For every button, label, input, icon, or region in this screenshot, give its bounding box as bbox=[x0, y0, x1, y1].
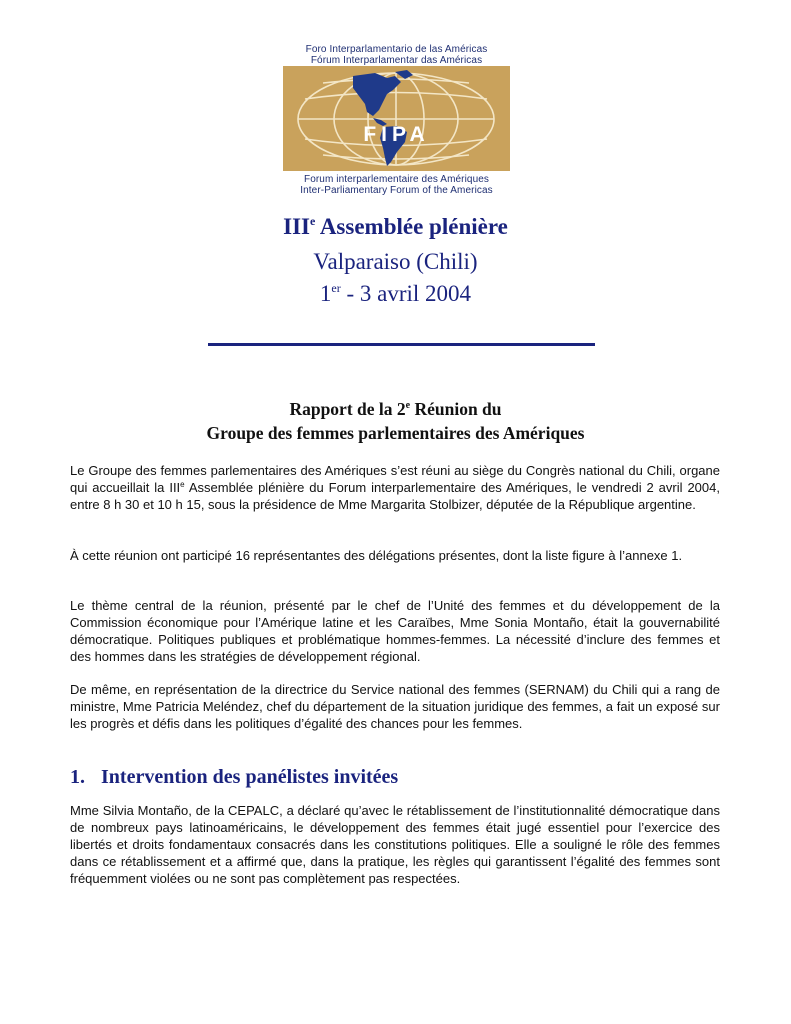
section-number: 1. bbox=[70, 766, 85, 788]
section-heading-1 bbox=[70, 766, 720, 789]
paragraph-participants: À cette réunion ont participé 16 représentantes des délégations présentes, dont la liste figure à l’annexe 1. bbox=[70, 548, 683, 563]
paragraph-sernam: De même, en représentation de la directrice du Service national des femmes (SERNAM) du Chili qui a rang de ministre, Mme Patricia Meléndez, chef du département de la situation juridique des femmes, a fait un exposé sur les progrès et défis dans les politiques d’égalité des chances pour les femmes. bbox=[70, 682, 720, 731]
logo-text-spanish: Foro Interparlamentario de las Américas bbox=[305, 44, 488, 55]
logo-wordmark: FIPA bbox=[363, 123, 430, 146]
logo-text-portuguese: Fórum Interparlamentar das Américas bbox=[310, 55, 483, 66]
date-start-day: 1 bbox=[319, 281, 332, 306]
assembly-dates bbox=[0, 281, 791, 307]
report-ordinal-suffix: e bbox=[405, 400, 411, 411]
paragraph-intro-end: Assemblée plénière du Forum interparlementaire des Amériques, le vendredi 2 avril 2004, entre 8 h 30 et 10 h 15, sous la présidence de Mme Margarita Stolbizer, députée de la République argentine. bbox=[70, 480, 720, 512]
date-start-suffix: er bbox=[331, 281, 341, 295]
paragraph-intro-suffix: e bbox=[180, 480, 185, 489]
fipa-logo bbox=[283, 41, 510, 198]
title-divider bbox=[208, 343, 595, 346]
paragraph-theme: Le thème central de la réunion, présenté par le chef de l’Unité des femmes et du développement de la Commission économique pour l’Amérique latine et les Caraïbes, Mme Sonia Montaño, était la gouvernabilité démocratique. Politiques publiques et problématique hommes-femmes. La nécessité d’inclure des femmes et des hommes dans les stratégies de développement régional. bbox=[70, 598, 720, 664]
section-title: Intervention des panélistes invitées bbox=[101, 766, 399, 788]
assembly-title bbox=[0, 214, 791, 240]
logo-emblem bbox=[283, 66, 510, 171]
logo-text-french: Forum interparlementaire des Amériques bbox=[304, 174, 489, 185]
globe-americas-icon bbox=[283, 66, 510, 171]
paragraph-intro-start: Le Groupe des femmes parlementaires des Amériques s’est réuni au siège du Congrès national du Chili, organe qui accueillait la III bbox=[70, 463, 720, 495]
assembly-ordinal: III bbox=[283, 214, 311, 239]
date-range: - 3 avril 2004 bbox=[340, 281, 472, 306]
paragraph-intro bbox=[70, 462, 720, 513]
logo-text-english: Inter-Parliamentary Forum of the Americas bbox=[300, 185, 493, 196]
report-title-end: Réunion du bbox=[410, 399, 502, 419]
report-title-start: Rapport de la 2 bbox=[289, 399, 406, 419]
assembly-ordinal-suffix: e bbox=[310, 214, 316, 228]
report-title-line-2: Groupe des femmes parlementaires des Amériques bbox=[206, 423, 585, 443]
assembly-location: Valparaiso (Chili) bbox=[313, 249, 478, 274]
assembly-name: Assemblée plénière bbox=[315, 214, 508, 239]
paragraph-montano: Mme Silvia Montaño, de la CEPALC, a déclaré qu’avec le rétablissement de l’institutionnalité démocratique dans de nombreux pays latinoaméricains, le développement des femmes était jugé essentiel pour l’exercice des libertés et droits fondamentaux consacrés dans les constitutions politiques. Elle a souligné le rôle des femmes dans ce rétablissement et a affirmé que, dans la pratique, les règles qui garantissent l’égalité des femmes sont fréquemment violées ou ne sont pas complètement pas respectées. bbox=[70, 803, 720, 886]
report-title-line-1 bbox=[0, 399, 791, 420]
